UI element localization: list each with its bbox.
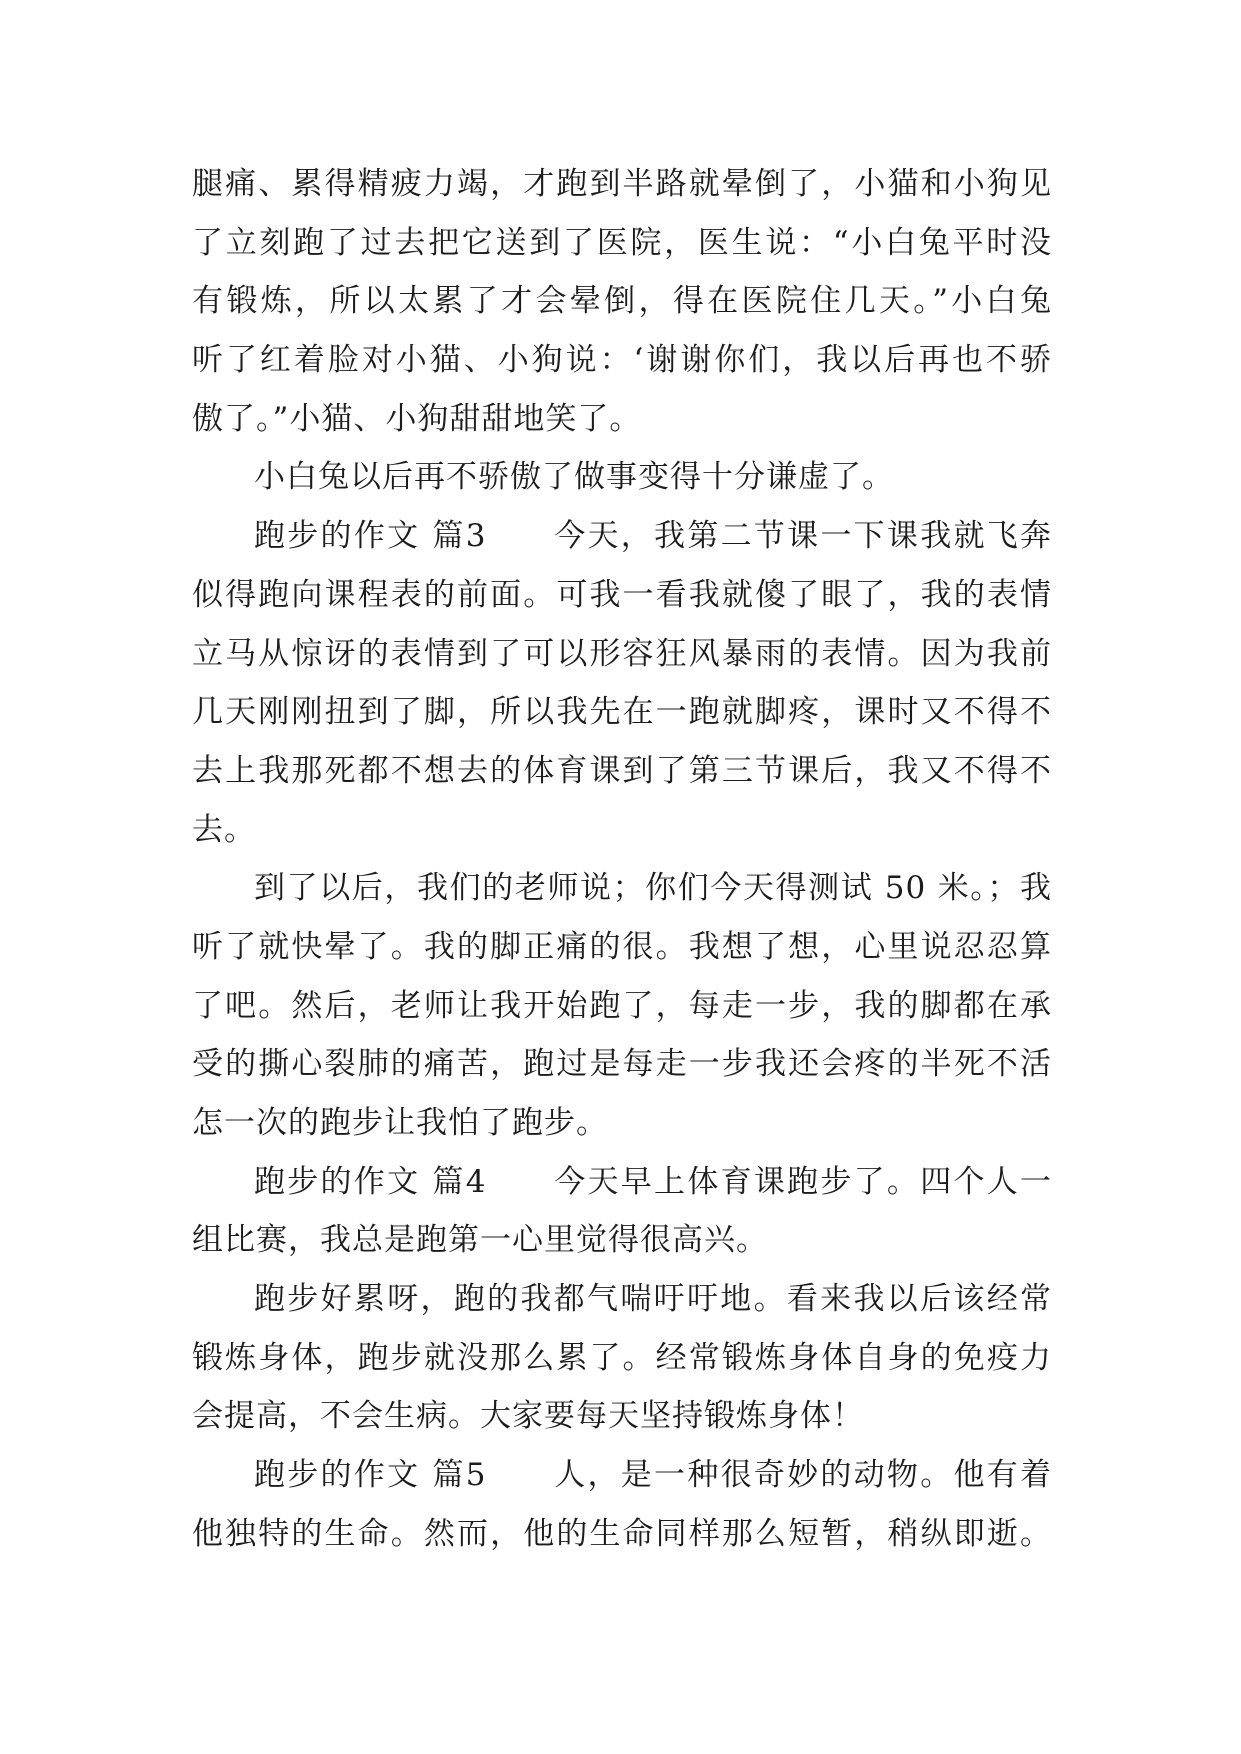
text-line: 锻炼身体，跑步就没那么累了。经常锻炼身体自身的免疫力	[192, 1339, 1052, 1376]
text-line: 跑步的作文 篇5 人，是一种很奇妙的动物。他有着	[254, 1457, 1052, 1494]
text-line: 去上我那死都不想去的体育课到了第三节课后，我又不得不	[192, 752, 1052, 789]
text-line: 几天刚刚扭到了脚，所以我先在一跑就脚疼，课时又不得不	[192, 694, 1052, 731]
paragraph	[192, 1446, 1052, 1563]
paragraph	[192, 448, 1052, 507]
text-line: 跑步好累呀，跑的我都气喘吁吁地。看来我以后该经常	[254, 1281, 1052, 1318]
document-body	[192, 155, 1052, 1564]
paragraph	[192, 1153, 1052, 1270]
text-line: 组比赛，我总是跑第一心里觉得很高兴。	[192, 1222, 768, 1259]
text-line: 跑步的作文 篇3 今天，我第二节课一下课我就飞奔	[254, 518, 1052, 555]
text-line: 去。	[192, 811, 256, 848]
text-line: 有锻炼，所以太累了才会晕倒，得在医院住几天。”小白兔	[192, 283, 1052, 320]
text-line: 受的撕心裂肺的痛苦，跑过是每走一步我还会疼的半死不活	[192, 1046, 1052, 1083]
text-line: 傲了。”小猫、小狗甜甜地笑了。	[192, 400, 642, 437]
text-line: 怎一次的跑步让我怕了跑步。	[192, 1105, 608, 1141]
text-line: 立马从惊讶的表情到了可以形容狂风暴雨的表情。因为我前	[192, 635, 1052, 672]
paragraph	[192, 1270, 1052, 1446]
paragraph	[192, 507, 1052, 859]
text-line: 小白兔以后再不骄傲了做事变得十分谦虚了。	[254, 459, 894, 496]
paragraph	[192, 859, 1052, 1152]
text-line: 听了红着脸对小猫、小狗说：‘谢谢你们，我以后再也不骄	[192, 342, 1052, 379]
text-line: 会提高，不会生病。大家要每天坚持锻炼身体！	[192, 1398, 864, 1435]
text-line: 跑步的作文 篇4 今天早上体育课跑步了。四个人一	[254, 1163, 1052, 1200]
text-line: 了立刻跑了过去把它送到了医院，医生说：“小白兔平时没	[192, 224, 1052, 261]
text-line: 他独特的生命。然而，他的生命同样那么短暂，稍纵即逝。	[192, 1515, 1052, 1552]
text-line: 了吧。然后，老师让我开始跑了，每走一步，我的脚都在承	[192, 987, 1052, 1024]
text-line: 听了就快晕了。我的脚正痛的很。我想了想，心里说忍忍算	[192, 928, 1052, 965]
paragraph	[192, 155, 1052, 448]
text-line: 到了以后，我们的老师说；你们今天得测试 50 米。；我	[254, 870, 1052, 907]
text-line: 腿痛、累得精疲力竭，才跑到半路就晕倒了，小猫和小狗见	[192, 166, 1052, 202]
text-line: 似得跑向课程表的前面。可我一看我就傻了眼了，我的表情	[192, 576, 1052, 613]
